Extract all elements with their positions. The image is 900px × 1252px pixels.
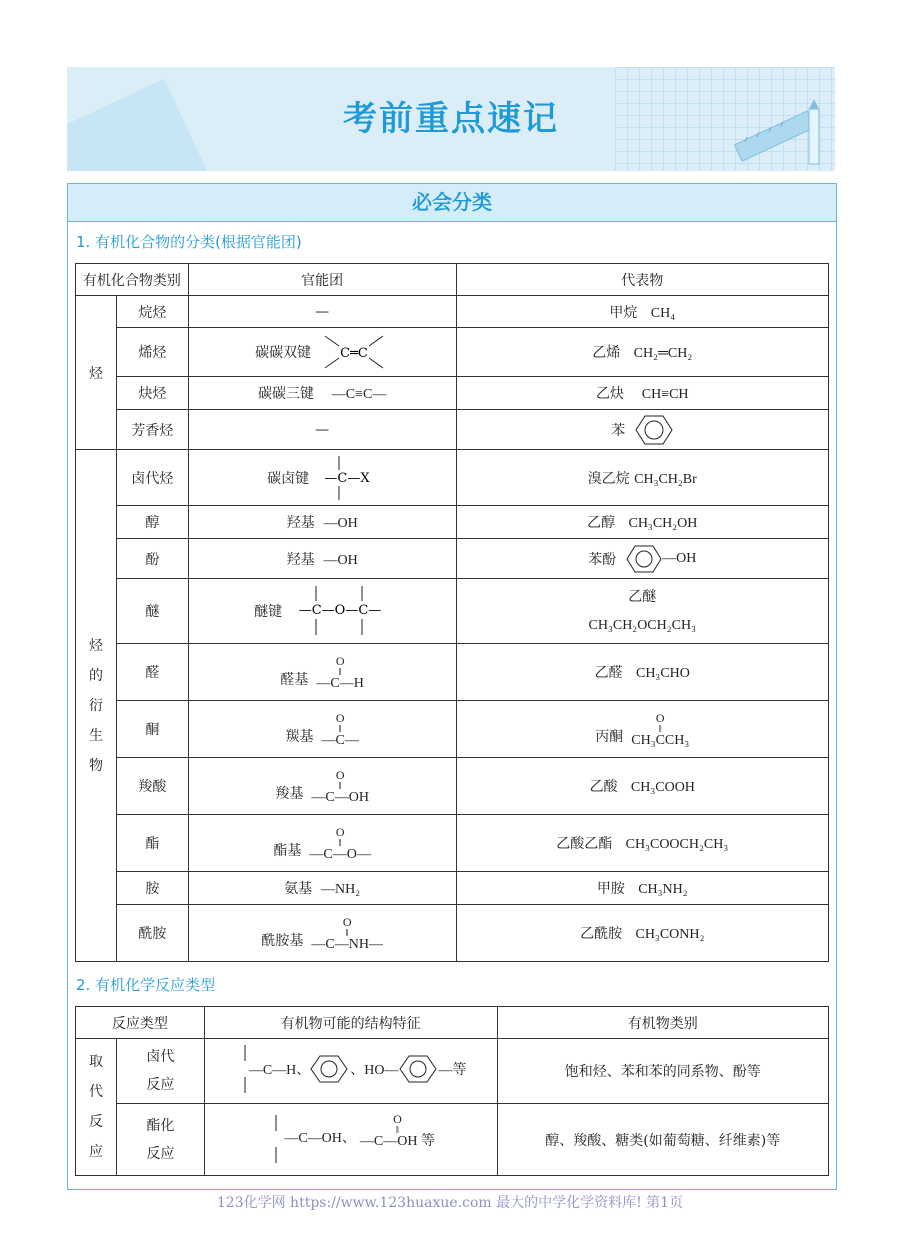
table-header-row xyxy=(76,264,829,296)
rep-name: 丙酮 xyxy=(595,728,624,745)
fg-struct: —OH xyxy=(323,516,358,531)
class-cell: 烷烃 xyxy=(116,296,188,328)
reaction-type-cell xyxy=(116,1039,204,1104)
rep-name: 乙醚 xyxy=(628,588,657,605)
rep-cell xyxy=(456,758,829,815)
group-char: 衍 xyxy=(88,697,103,714)
fg-struct: C═C xyxy=(340,346,369,361)
benzene-ring-icon xyxy=(399,1054,439,1084)
rep-name: 乙酸 xyxy=(589,779,618,795)
table-row xyxy=(76,410,829,450)
rep-formula: CH₃CONH₂ xyxy=(635,927,705,942)
fg-cell xyxy=(188,815,456,872)
rep-name: 乙炔 xyxy=(595,386,624,402)
fg-name: 碳碳双键 xyxy=(255,345,312,361)
group-char: 取 xyxy=(88,1054,103,1070)
rep-formula: CH₃CH₂OH xyxy=(628,516,698,531)
fg-cell xyxy=(188,644,456,701)
class-cell: 酚 xyxy=(116,539,188,579)
table-row xyxy=(76,701,829,758)
fg-name: 氨基 xyxy=(284,881,313,897)
fg-name: 碳卤键 xyxy=(267,470,310,487)
title-banner xyxy=(67,67,835,171)
fg-name: 酰胺基 xyxy=(261,932,304,949)
feature-text: —C—OH 等 xyxy=(359,1133,435,1149)
fg-name: 酯基 xyxy=(273,842,302,859)
table-row xyxy=(76,506,829,539)
class-cell: 烯烃 xyxy=(116,328,188,377)
class-cell: 醚 xyxy=(116,579,188,644)
rep-cell xyxy=(456,506,829,539)
oxygen-label: O xyxy=(655,710,665,725)
rep-cell xyxy=(456,905,829,962)
table-row xyxy=(76,758,829,815)
group-derivative xyxy=(76,450,117,962)
fg-cell xyxy=(188,701,456,758)
rep-formula: CH₄ xyxy=(650,305,676,321)
section2-heading: 2. 有机化学反应类型 xyxy=(76,976,216,994)
table-row xyxy=(76,1039,829,1104)
box-title: 必会分类 xyxy=(68,184,836,222)
table-row xyxy=(76,377,829,410)
rep-cell xyxy=(456,410,829,450)
group-char: 烃 xyxy=(88,637,103,654)
class-cell: 酯 xyxy=(116,815,188,872)
fg-cell xyxy=(188,506,456,539)
benzene-ring-icon xyxy=(626,544,662,574)
type-line: 反应 xyxy=(146,1145,175,1162)
class-cell: 羧酸 xyxy=(116,758,188,815)
table-row xyxy=(76,872,829,905)
rep-cell xyxy=(456,296,829,328)
rep-formula: CH₂═CH₂ xyxy=(633,346,693,361)
rep-cell xyxy=(456,644,829,701)
group-char: 物 xyxy=(88,757,103,774)
rep-name: 甲烷 xyxy=(609,304,638,321)
rep-cell xyxy=(456,328,829,377)
fg-struct: —C—OH xyxy=(311,789,369,805)
benzene-ring-icon xyxy=(635,414,673,446)
table-row xyxy=(76,328,829,377)
fg-struct: —C— xyxy=(321,732,359,748)
rep-cell xyxy=(456,450,829,506)
rep-cell xyxy=(456,701,829,758)
rep-name: 乙酰胺 xyxy=(580,926,623,942)
fg-struct: — xyxy=(188,296,456,328)
rep-name: 乙醛 xyxy=(594,665,623,681)
page-title: 考前重点速记 xyxy=(343,99,559,139)
rep-formula: CH₃CH₂OCH₂CH₃ xyxy=(588,617,696,633)
rep-name: 苯酚 xyxy=(588,551,617,568)
rep-cell xyxy=(456,815,829,872)
class-cell: 酰胺 xyxy=(116,905,188,962)
group-char: 反 xyxy=(88,1114,103,1130)
rep-formula: CH₃COOH xyxy=(630,780,695,795)
rep-name: 溴乙烷 xyxy=(587,470,630,487)
vertical-bonds xyxy=(266,1111,280,1165)
oxygen-label: O xyxy=(335,653,345,668)
feature-text: —等 xyxy=(438,1063,467,1078)
fg-cell xyxy=(188,872,456,905)
group-substitution xyxy=(76,1039,117,1176)
rep-formula: CH₃NH₂ xyxy=(638,882,688,897)
table-row xyxy=(76,815,829,872)
class-cell: 醇 xyxy=(116,506,188,539)
functional-group-table xyxy=(75,263,829,962)
type-line: 酯化 xyxy=(146,1117,175,1134)
oxygen-label: O xyxy=(335,710,345,725)
fg-cell xyxy=(188,579,456,644)
carbonyl-structure: O ‖ —C—H xyxy=(316,653,364,691)
group-char: 应 xyxy=(88,1144,103,1160)
rep-name: 乙烯 xyxy=(592,345,621,361)
header-functional-group: 官能团 xyxy=(188,264,456,296)
oxygen-label: O xyxy=(335,824,345,839)
rep-formula: CH₃CHO xyxy=(635,666,690,681)
benzene-ring-icon xyxy=(310,1054,350,1084)
header-class: 有机化合物类别 xyxy=(76,264,189,296)
group-hydrocarbon: 烃 xyxy=(76,296,117,450)
rep-name: 乙醇 xyxy=(587,515,616,531)
rep-formula: CH≡CH xyxy=(641,387,689,402)
fg-cell xyxy=(188,905,456,962)
fg-struct: —C≡C— xyxy=(331,387,387,402)
fg-struct: —OH xyxy=(323,552,358,568)
rep-cell xyxy=(456,872,829,905)
reaction-type-cell xyxy=(116,1104,204,1176)
table-row xyxy=(76,1104,829,1176)
header-structure-feature: 有机物可能的结构特征 xyxy=(204,1007,497,1039)
rep-formula: CH₃CCH₃ xyxy=(631,732,690,748)
fg-cell xyxy=(188,377,456,410)
rep-cell xyxy=(456,579,829,644)
class-cell: 醛 xyxy=(116,644,188,701)
rep-formula: CH₃CH₂Br xyxy=(634,471,697,487)
rep-cell xyxy=(456,377,829,410)
classification-box xyxy=(67,183,837,1190)
fg-cell xyxy=(188,328,456,377)
category-cell: 饱和烃、苯和苯的同系物、酚等 xyxy=(497,1039,828,1104)
table-header-row xyxy=(76,1007,829,1039)
group-char: 的 xyxy=(88,667,103,684)
carbonyl-structure: O ‖ —C— xyxy=(321,710,359,748)
type-line: 卤代 xyxy=(146,1049,175,1065)
category-cell: 醇、羧酸、糖类(如葡萄糖、纤维素)等 xyxy=(497,1104,828,1176)
carbonyl-structure: O ‖ —C—NH— xyxy=(311,914,383,952)
class-cell: 卤代烃 xyxy=(116,450,188,506)
rep-cell xyxy=(456,539,829,579)
type-line: 反应 xyxy=(146,1077,175,1093)
double-bond-structure xyxy=(319,332,389,372)
rep-formula: CH₃COOCH₂CH₃ xyxy=(625,837,729,852)
ether-structure xyxy=(290,583,390,639)
table-row xyxy=(76,296,829,328)
group-char: 生 xyxy=(88,727,103,744)
page-footer: 123化学网 https://www.123huaxue.com 最大的中学化学资料库! 第1页 xyxy=(216,1195,684,1211)
table-row xyxy=(76,905,829,962)
class-cell: 酮 xyxy=(116,701,188,758)
carbon-halogen-structure xyxy=(317,454,377,502)
rep-name: 苯 xyxy=(611,422,626,439)
feature-text: 、HO— xyxy=(350,1063,399,1078)
group-char: 代 xyxy=(88,1084,103,1100)
oxygen-label: O xyxy=(335,767,345,782)
header-reaction-type: 反应类型 xyxy=(76,1007,205,1039)
fg-name: 羧基 xyxy=(275,785,304,802)
rep-name: 乙酸乙酯 xyxy=(556,836,613,852)
fg-struct: — xyxy=(188,410,456,450)
acetone-structure: O ‖ CH₃CCH₃ xyxy=(631,710,690,748)
fg-name: 羟基 xyxy=(286,515,315,531)
feature-cell xyxy=(204,1104,497,1176)
fg-cell xyxy=(188,758,456,815)
section1-heading: 1. 有机化合物的分类(根据官能团) xyxy=(76,233,302,251)
fg-struct: —C—O—C— xyxy=(298,603,382,618)
oxygen-label: O xyxy=(342,914,352,929)
table-row xyxy=(76,644,829,701)
carbonyl-structure: O ‖ —C—OH xyxy=(311,767,369,805)
rep-formula: —OH xyxy=(662,550,697,566)
fg-name: 羟基 xyxy=(286,551,315,568)
fg-struct: —C—NH— xyxy=(311,936,383,952)
class-cell: 芳香烃 xyxy=(116,410,188,450)
fg-struct: —C—O— xyxy=(309,846,371,862)
fg-struct: —C—H xyxy=(316,675,364,691)
fg-name: 羰基 xyxy=(285,728,314,745)
fg-struct: —C—X xyxy=(324,470,370,486)
table-row xyxy=(76,450,829,506)
feature-cell xyxy=(204,1039,497,1104)
header-representative: 代表物 xyxy=(456,264,829,296)
fg-name: 醚键 xyxy=(254,604,283,620)
rep-name: 甲胺 xyxy=(596,881,625,897)
feature-text: —C—OH、 xyxy=(284,1130,356,1146)
table-row xyxy=(76,579,829,644)
table-row xyxy=(76,539,829,579)
fg-name: 碳碳三键 xyxy=(257,386,314,402)
reaction-type-table xyxy=(75,1006,829,1176)
carbonyl-structure: O ‖ —C—O— xyxy=(309,824,371,862)
feature-text: —C—H、 xyxy=(248,1063,311,1078)
fg-struct: —NH₂ xyxy=(321,882,361,897)
fg-name: 醛基 xyxy=(280,671,309,688)
fg-cell xyxy=(188,539,456,579)
oxygen-label: O xyxy=(393,1111,402,1126)
class-cell: 炔烃 xyxy=(116,377,188,410)
class-cell: 胺 xyxy=(116,872,188,905)
carbonyl-structure: O ‖ —C—OH 等 xyxy=(359,1111,435,1149)
fg-cell xyxy=(188,450,456,506)
header-category: 有机物类别 xyxy=(497,1007,828,1039)
vertical-bonds xyxy=(235,1043,249,1095)
